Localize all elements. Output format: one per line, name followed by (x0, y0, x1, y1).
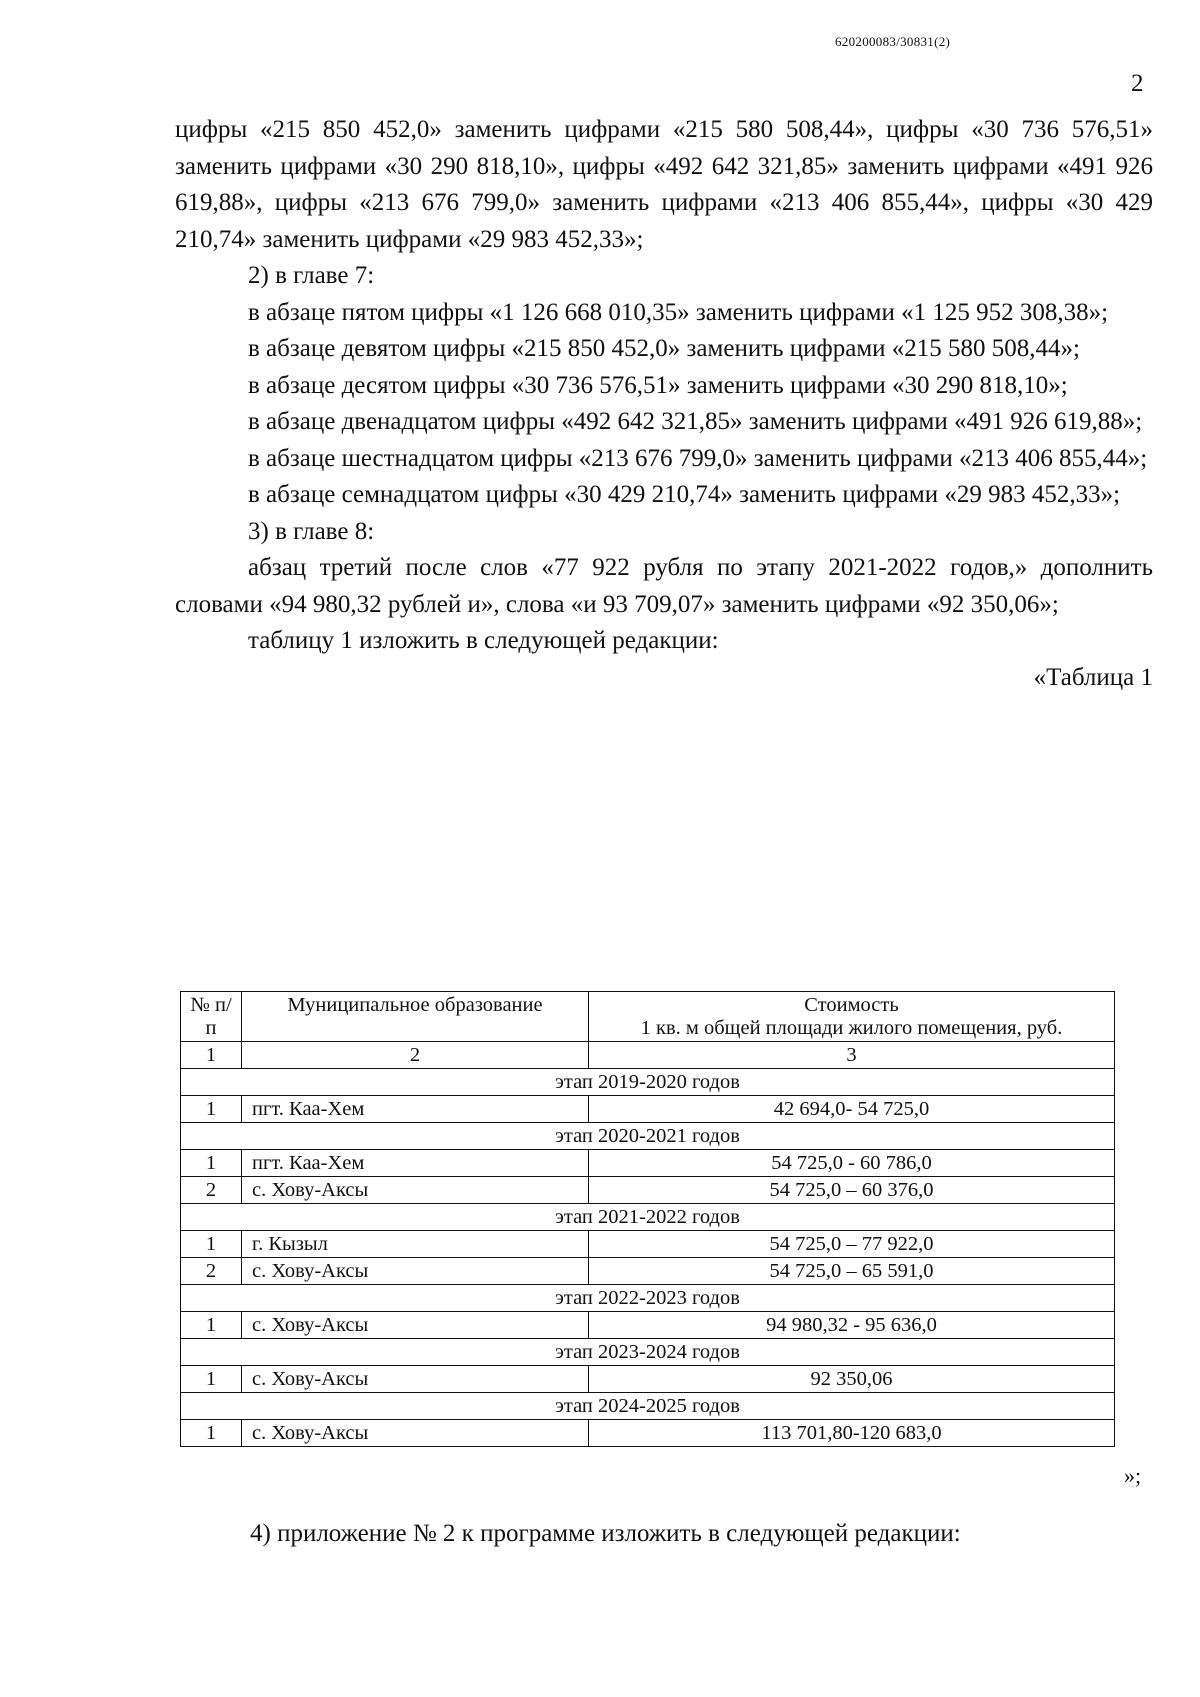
row-place: с. Хову-Аксы (242, 1420, 589, 1447)
stage-row (181, 1069, 1115, 1096)
table-row (181, 1366, 1115, 1393)
header-price (589, 992, 1115, 1042)
paragraph-abzats-9: в абзаце девятом цифры «215 850 452,0» заменить цифрами «215 580 508,44»; (248, 335, 1080, 362)
document-id: 620200083/30831(2) (835, 34, 951, 49)
column-number: 2 (242, 1042, 589, 1069)
paragraph-table-intro: таблицу 1 изложить в следующей редакции: (248, 627, 719, 654)
table-end-mark: »; (1124, 1463, 1142, 1488)
paragraph-abzats-17: в абзаце семнадцатом цифры «30 429 210,74» заменить цифрами «29 983 452,33»; (248, 481, 1121, 508)
table-row (181, 1177, 1115, 1204)
row-price: 92 350,06 (589, 1366, 1115, 1393)
stage-title: этап 2024-2025 годов (181, 1393, 1115, 1420)
row-num: 1 (181, 1312, 242, 1339)
paragraph-abzats-10: в абзаце десятом цифры «30 736 576,51» заменить цифрами «30 290 818,10»; (248, 371, 1068, 399)
column-number: 1 (181, 1042, 242, 1069)
column-number-row (181, 1042, 1115, 1069)
paragraph-abzats-12: в абзаце двенадцатом цифры «492 642 321,85» заменить цифрами «491 926 619,88»; (248, 408, 1143, 435)
stage-row (181, 1339, 1115, 1366)
row-num: 2 (181, 1258, 242, 1285)
row-place: с. Хову-Аксы (242, 1366, 589, 1393)
row-price: 94 980,32 - 95 636,0 (589, 1312, 1115, 1339)
row-place: г. Кызыл (242, 1231, 589, 1258)
row-price: 54 725,0 – 60 376,0 (589, 1177, 1115, 1204)
closing-paragraph: 4) приложение № 2 к программе изложить в следующей редакции: (250, 1520, 961, 1547)
table-row (181, 1096, 1115, 1123)
table-row (181, 1420, 1115, 1447)
stage-row (181, 1393, 1115, 1420)
table-caption: «Таблица 1 (1033, 663, 1153, 691)
paragraph-abzats-16: в абзаце шестнадцатом цифры «213 676 799,0» заменить цифрами «213 406 855,44»; (248, 444, 1148, 472)
stage-title: этап 2023-2024 годов (181, 1339, 1115, 1366)
row-price: 42 694,0- 54 725,0 (589, 1096, 1115, 1123)
table-row (181, 1312, 1115, 1339)
row-num: 2 (181, 1177, 242, 1204)
row-num: 1 (181, 1231, 242, 1258)
table-row (181, 1258, 1115, 1285)
stage-row (181, 1123, 1115, 1150)
paragraph-continuation: цифры «215 850 452,0» заменить цифрами «215 580 508,44», цифры «30 736 576,51» заменить цифрами «30 290 818,10», цифры «492 642 321,85» заменить цифрами «491 926 619,88», цифры «213 676 799,0» заменить цифрами «213 406 855,44», цифры «30 429 210,74» заменить цифрами «29 983 452,33»; (175, 116, 1153, 253)
header-num: № п/п (181, 992, 242, 1042)
row-price: 54 725,0 - 60 786,0 (589, 1150, 1115, 1177)
stage-row (181, 1204, 1115, 1231)
row-price: 54 725,0 – 77 922,0 (589, 1231, 1115, 1258)
paragraph-abzats-3: абзац третий после слов «77 922 рубля по этапу 2021-2022 годов,» дополнить словами «94 980,32 рублей и», слова «и 93 709,07» заменить цифрами «92 350,06»; (175, 554, 1153, 618)
paragraph-chapter-7: 2) в главе 7: (248, 262, 375, 289)
row-num: 1 (181, 1420, 242, 1447)
row-place: с. Хову-Аксы (242, 1258, 589, 1285)
price-table (180, 991, 1115, 1447)
table-row (181, 1150, 1115, 1177)
row-num: 1 (181, 1366, 242, 1393)
row-num: 1 (181, 1096, 242, 1123)
stage-title: этап 2021-2022 годов (181, 1204, 1115, 1231)
stage-title: этап 2022-2023 годов (181, 1285, 1115, 1312)
row-price: 113 701,80-120 683,0 (589, 1420, 1115, 1447)
document-body (175, 112, 1153, 696)
paragraph-abzats-5: в абзаце пятом цифры «1 126 668 010,35» заменить цифрами «1 125 952 308,38»; (248, 298, 1109, 326)
header-price-line2: 1 кв. м общей площади жилого помещения, руб. (640, 1017, 1063, 1039)
header-municipality: Муниципальное образование (242, 992, 589, 1042)
page-number: 2 (1131, 70, 1144, 97)
paragraph-chapter-8: 3) в главе 8: (248, 517, 375, 545)
header-price-line1: Стоимость (804, 994, 899, 1016)
table-row (181, 1231, 1115, 1258)
column-number: 3 (589, 1042, 1115, 1069)
row-price: 54 725,0 – 65 591,0 (589, 1258, 1115, 1285)
row-place: пгт. Каа-Хем (242, 1150, 589, 1177)
stage-title: этап 2020-2021 годов (181, 1123, 1115, 1150)
table-header-row (181, 992, 1115, 1042)
row-place: с. Хову-Аксы (242, 1177, 589, 1204)
row-place: с. Хову-Аксы (242, 1312, 589, 1339)
row-num: 1 (181, 1150, 242, 1177)
row-place: пгт. Каа-Хем (242, 1096, 589, 1123)
stage-row (181, 1285, 1115, 1312)
stage-title: этап 2019-2020 годов (181, 1069, 1115, 1096)
